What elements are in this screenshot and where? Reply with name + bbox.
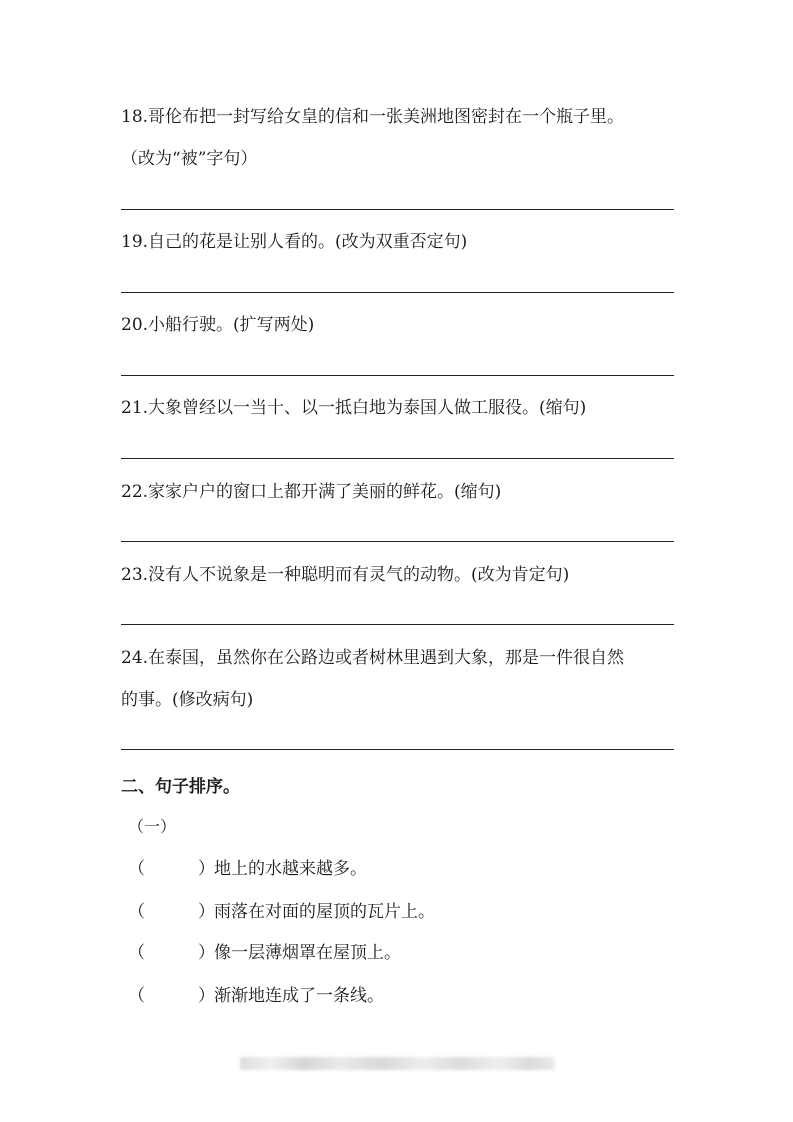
- question-24-line-2: 的事。(修改病句): [121, 690, 254, 710]
- section-title: 二、句子排序。: [121, 777, 240, 797]
- question-18-line-1: 18.哥伦布把一封写给女皇的信和一张美洲地图密封在一个瓶子里。: [121, 107, 625, 127]
- order-blank-close: ）: [198, 902, 215, 922]
- question-18-line-2: （改为“被”字句）: [121, 149, 258, 169]
- question-24-line-1: 24.在泰国，虽然你在公路边或者树林里遇到大象，那是一件很自然: [121, 648, 625, 668]
- order-item-text: 渐渐地连成了一条线。: [214, 986, 384, 1006]
- order-item-1: [128, 854, 367, 879]
- question-20: 20.小船行驶。(扩写两处): [121, 315, 315, 335]
- question-19: 19.自己的花是让别人看的。(改为双重否定句): [121, 232, 468, 252]
- answer-line-18[interactable]: [121, 209, 674, 210]
- answer-line-23[interactable]: [121, 624, 674, 625]
- order-item-3: [128, 938, 401, 963]
- answer-line-21[interactable]: [121, 458, 674, 459]
- order-blank-close: ）: [198, 943, 215, 963]
- question-23: 23.没有人不说象是一种聪明而有灵气的动物。(改为肯定句): [121, 565, 570, 585]
- answer-line-19[interactable]: [121, 292, 674, 293]
- subsection-title: （一）: [128, 817, 177, 836]
- order-item-2: [128, 897, 435, 922]
- blurred-footer-watermark: [240, 1057, 555, 1070]
- order-blank-open[interactable]: （: [128, 943, 145, 963]
- order-blank-open[interactable]: （: [128, 859, 145, 879]
- order-blank-close: ）: [198, 986, 215, 1006]
- order-item-4: [128, 981, 384, 1006]
- question-21: 21.大象曾经以一当十、以一抵白地为泰国人做工服役。(缩句): [121, 398, 587, 418]
- order-blank-open[interactable]: （: [128, 986, 145, 1006]
- order-item-text: 雨落在对面的屋顶的瓦片上。: [214, 902, 435, 922]
- answer-line-22[interactable]: [121, 541, 674, 542]
- question-22: 22.家家户户的窗口上都开满了美丽的鲜花。(缩句): [121, 482, 502, 502]
- answer-line-24[interactable]: [121, 749, 674, 750]
- order-item-text: 地上的水越来越多。: [214, 859, 367, 879]
- order-blank-open[interactable]: （: [128, 902, 145, 922]
- answer-line-20[interactable]: [121, 375, 674, 376]
- order-blank-close: ）: [198, 859, 215, 879]
- order-item-text: 像一层薄烟罩在屋顶上。: [214, 943, 401, 963]
